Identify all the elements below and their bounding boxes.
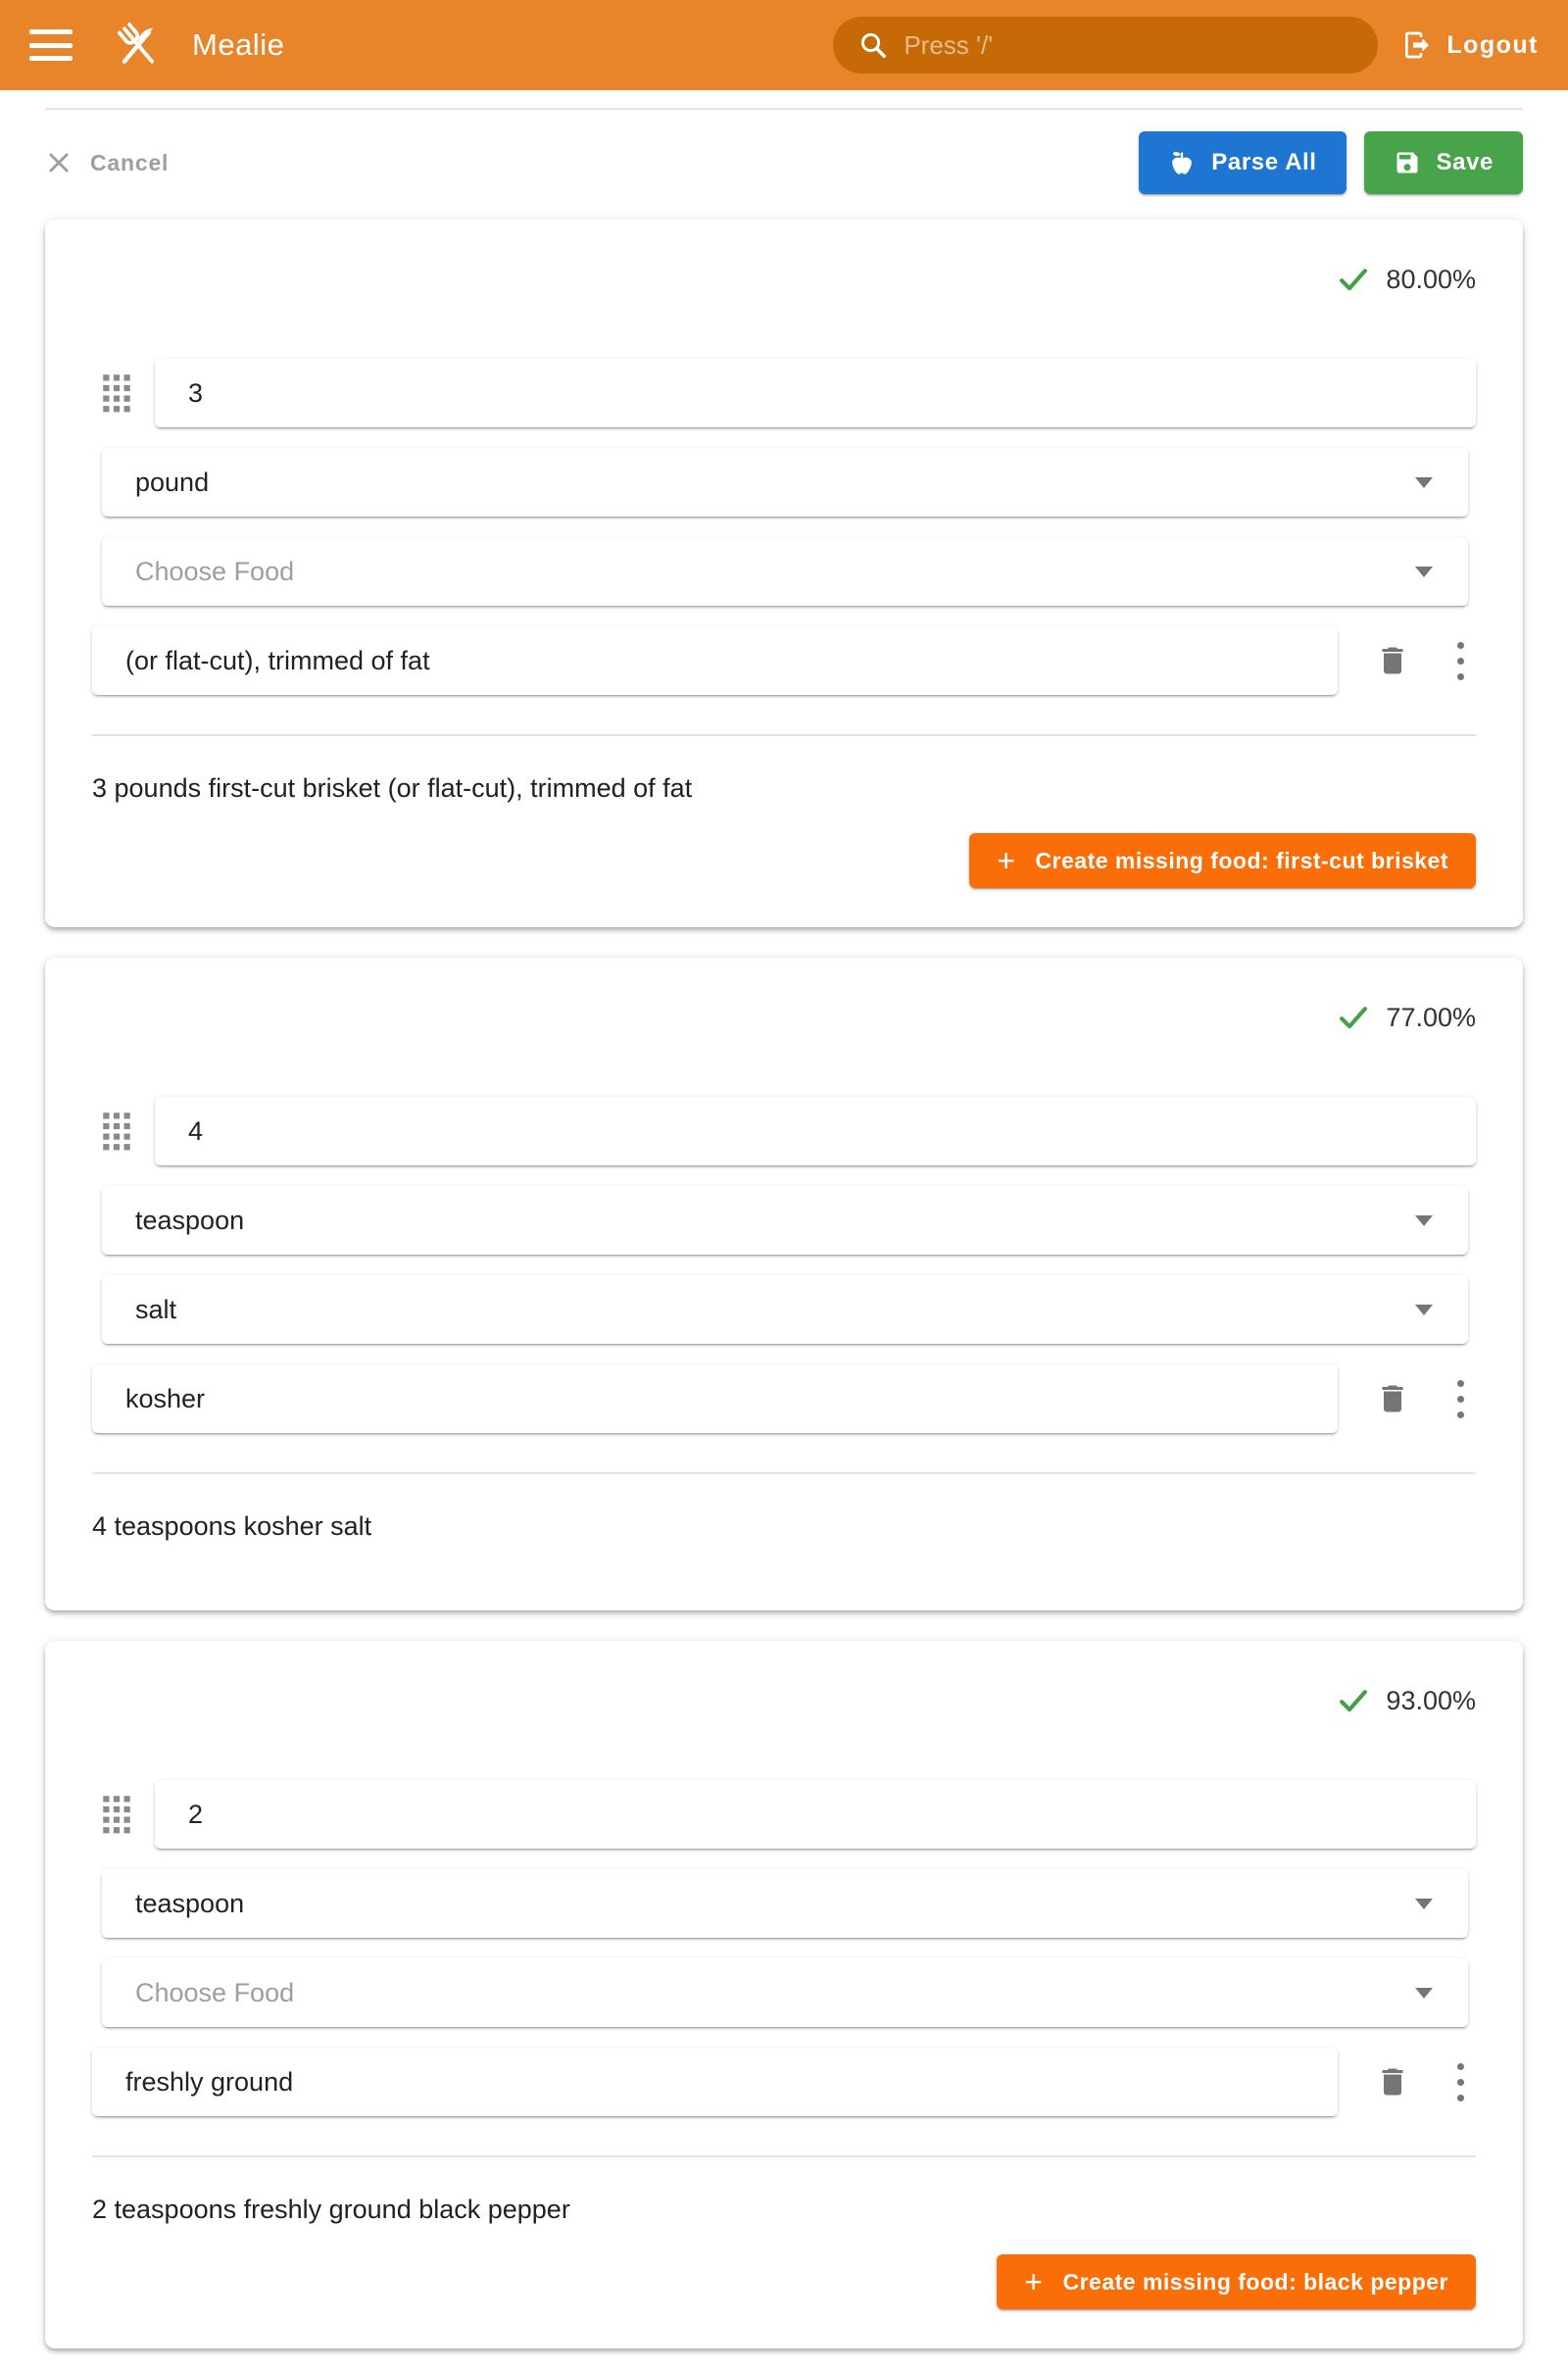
chevron-down-icon: [1415, 1215, 1433, 1226]
parsed-ingredient-text: 2 teaspoons freshly ground black pepper: [92, 2195, 570, 2224]
row-actions: [1375, 1376, 1476, 1422]
chevron-down-icon: [1415, 1305, 1433, 1315]
note-value: kosher: [125, 1383, 206, 1413]
card-divider: [92, 2155, 1476, 2157]
plus-icon: +: [1024, 2264, 1044, 2299]
check-icon: [1335, 999, 1372, 1036]
confidence-row: [92, 999, 1476, 1036]
confidence-value: 93.00%: [1386, 1685, 1476, 1715]
app-bar: [0, 0, 1568, 90]
food-value: Choose Food: [135, 1977, 295, 2007]
logout-button[interactable]: [1401, 29, 1539, 61]
quantity-row: [92, 359, 1476, 427]
save-label: Save: [1436, 149, 1494, 175]
close-icon: [45, 149, 73, 176]
delete-icon[interactable]: [1375, 2064, 1410, 2100]
cancel-button[interactable]: [45, 149, 169, 176]
create-missing-food-label: Create missing food: first-cut brisket: [1035, 847, 1448, 873]
note-row: [92, 626, 1476, 695]
create-row: [92, 833, 1476, 888]
ingredient-card: [45, 1641, 1523, 2348]
parse-all-button[interactable]: [1139, 131, 1346, 194]
create-missing-food-button[interactable]: [969, 833, 1476, 888]
check-icon: [1335, 261, 1372, 298]
logout-label: Logout: [1446, 30, 1539, 59]
parse-all-label: Parse All: [1211, 149, 1317, 175]
kebab-menu-icon[interactable]: [1453, 638, 1468, 684]
app-title: Mealie: [192, 27, 285, 62]
confidence-row: [92, 1682, 1476, 1719]
cancel-label: Cancel: [90, 149, 170, 175]
drag-handle-icon[interactable]: [102, 1795, 131, 1834]
logout-icon: [1401, 29, 1433, 61]
confidence-row: [92, 261, 1476, 298]
chevron-down-icon: [1415, 1899, 1433, 1909]
row-actions: [1375, 2059, 1476, 2105]
quantity-value: 3: [188, 377, 204, 408]
unit-select[interactable]: [102, 1869, 1468, 1938]
note-input[interactable]: [92, 2048, 1338, 2116]
note-input[interactable]: [92, 626, 1338, 695]
parsed-ingredient-text: 3 pounds first-cut brisket (or flat-cut), trimmed of fat: [92, 773, 693, 803]
food-select[interactable]: [102, 1275, 1468, 1344]
chevron-down-icon: [1415, 477, 1433, 488]
create-missing-food-button[interactable]: [997, 2254, 1476, 2309]
apple-icon: [1168, 149, 1196, 176]
menu-icon[interactable]: [29, 29, 73, 61]
mealie-logo-icon: [110, 17, 167, 74]
quantity-input[interactable]: [155, 359, 1476, 427]
ingredient-card: [45, 958, 1523, 1610]
ingredient-card: [45, 220, 1523, 927]
kebab-menu-icon[interactable]: [1453, 2059, 1468, 2105]
chevron-down-icon: [1415, 1988, 1433, 1999]
note-value: (or flat-cut), trimmed of fat: [125, 645, 430, 675]
search-input[interactable]: [833, 17, 1378, 74]
note-row: [92, 1364, 1476, 1433]
food-select[interactable]: [102, 537, 1468, 606]
save-button[interactable]: [1364, 131, 1523, 194]
save-icon: [1394, 149, 1421, 176]
quantity-row: [92, 1097, 1476, 1165]
unit-value: teaspoon: [135, 1205, 245, 1235]
unit-select[interactable]: [102, 448, 1468, 517]
unit-value: teaspoon: [135, 1888, 245, 1918]
search-placeholder: Press '/': [904, 29, 994, 60]
check-icon: [1335, 1682, 1372, 1719]
delete-icon[interactable]: [1375, 643, 1410, 678]
quantity-value: 2: [188, 1799, 204, 1829]
quantity-input[interactable]: [155, 1097, 1476, 1165]
note-value: freshly ground: [125, 2066, 294, 2097]
card-divider: [92, 1472, 1476, 1474]
chevron-down-icon: [1415, 567, 1433, 577]
toolbar: [45, 131, 1523, 194]
ingredient-cards: [45, 220, 1523, 2348]
create-row: [92, 2254, 1476, 2309]
quantity-row: [92, 1780, 1476, 1849]
parsed-ingredient-text: 4 teaspoons kosher salt: [92, 1511, 372, 1541]
drag-handle-icon[interactable]: [102, 373, 131, 413]
unit-select[interactable]: [102, 1186, 1468, 1255]
food-select[interactable]: [102, 1958, 1468, 2027]
quantity-input[interactable]: [155, 1780, 1476, 1849]
food-value: Choose Food: [135, 556, 295, 586]
confidence-value: 77.00%: [1386, 1002, 1476, 1032]
search-icon: [858, 30, 888, 60]
food-value: salt: [135, 1294, 177, 1324]
plus-icon: +: [997, 843, 1016, 878]
header-divider: [45, 108, 1523, 110]
note-row: [92, 2048, 1476, 2116]
card-divider: [92, 734, 1476, 736]
drag-handle-icon[interactable]: [102, 1112, 131, 1151]
confidence-value: 80.00%: [1386, 264, 1476, 294]
unit-value: pound: [135, 467, 210, 497]
row-actions: [1375, 638, 1476, 684]
kebab-menu-icon[interactable]: [1453, 1376, 1468, 1422]
delete-icon[interactable]: [1375, 1381, 1410, 1416]
create-missing-food-label: Create missing food: black pepper: [1062, 2268, 1448, 2295]
note-input[interactable]: [92, 1364, 1338, 1433]
quantity-value: 4: [188, 1115, 204, 1146]
